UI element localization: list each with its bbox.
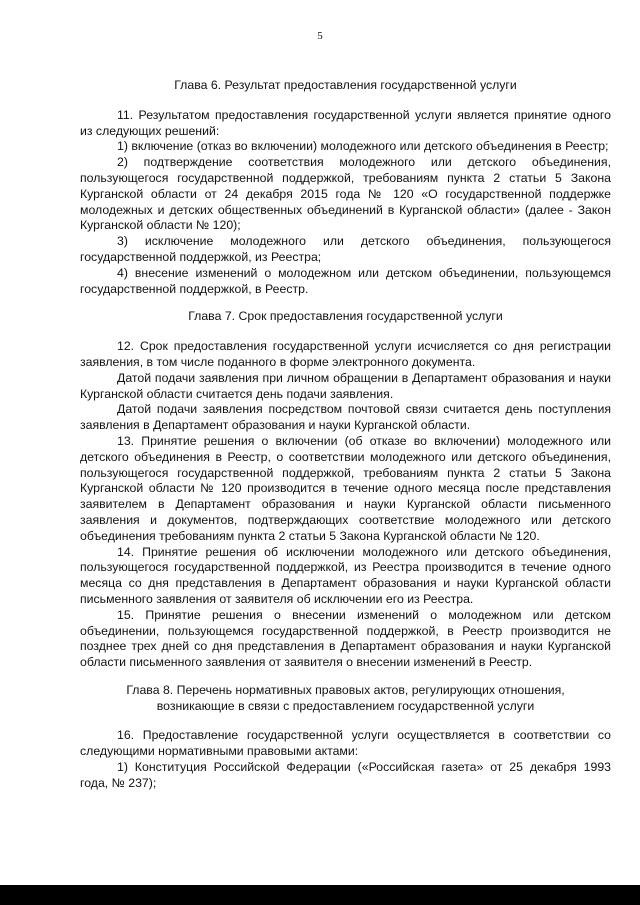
- paragraph: 15. Принятие решения о внесении изменений о молодежном или детском объединении, пользующемся государственной поддержкой, в Реестр производится не позднее трех дней со дня представления в Департамент образования и науки Курганской области письменного заявления от заявителя о внесении изменений в Реестр.: [80, 607, 611, 670]
- paragraph: 12. Срок предоставления государственной услуги исчисляется со дня регистрации заявления, в том числе поданного в форме электронного документа.: [80, 339, 611, 369]
- chapter-7-title: Глава 7. Срок предоставления государственной услуги: [188, 309, 503, 324]
- paragraph: 4) внесение изменений о молодежном или детском объединении, пользующемся государственной поддержкой, в Реестр.: [80, 265, 611, 296]
- scan-border: [0, 885, 640, 905]
- paragraph: 14. Принятие решения об исключении молодежного или детского объединения, пользующегося государственной поддержкой, из Реестра производится в течение одного месяца со дня представления в Департамент образования и науки Курганской области письменного заявления от заявителя об исключении его из Реестра.: [80, 544, 611, 606]
- paragraph: 11. Результатом предоставления государственной услуги является принятие одного из следующих решений:: [80, 107, 611, 138]
- paragraph: Датой подачи заявления при личном обращении в Департамент образования и науки Курганской области считается день подачи заявления.: [80, 370, 611, 401]
- paragraph: 13. Принятие решения о включении (об отказе во включении) молодежного или детского объединения в Реестр, о соответствии молодежного или детского объединения, пользующегося государственной поддержкой, требованиям пункта 2 статьи 5 Закона Курганской области № 120 производится в течение одного месяца после представления заявителем в Департамент образования и науки Курганской области письменного заявления и документов, подтверждающих соответствие молодежного или детского объединения требованиям пункта 2 статьи 5 Закона Курганской области № 120.: [80, 433, 611, 543]
- paragraph: Датой подачи заявления посредством почтовой связи считается день поступления заявления в Департамент образования и науки Курганской области.: [80, 402, 611, 433]
- chapter-6-title: Глава 6. Результат предоставления государственной услуги: [174, 78, 517, 92]
- paragraph: 1) включение (отказ во включении) молодежного или детского объединения в Реестр;: [117, 139, 609, 154]
- paragraph: 3) исключение молодежного или детского объединения, пользующегося государственной поддержкой, из Реестра;: [80, 234, 611, 264]
- paragraph: 1) Конституция Российской Федерации («Российская газета» от 25 декабря 1993 года, № 237);: [80, 760, 611, 790]
- page-number: 5: [317, 30, 323, 42]
- document-body: [80, 70, 611, 792]
- paragraph: 2) подтверждение соответствия молодежного или детского объединения, пользующегося государственной поддержкой, требованиям пункта 2 статьи 5 Закона Курганской области от 24 декабря 2015 года № 120 «О государственной поддержке молодежных и детских общественных объединений в Курганской области» (далее - Закон Курганской области № 120);: [80, 155, 611, 233]
- paragraph: 16. Предоставление государственной услуги осуществляется в соответствии со следующими нормативными правовыми актами:: [80, 728, 611, 759]
- chapter-8-title: Глава 8. Перечень нормативных правовых актов, регулирующих отношения, возникающие в связи с предоставлением государственной услуги: [126, 682, 565, 713]
